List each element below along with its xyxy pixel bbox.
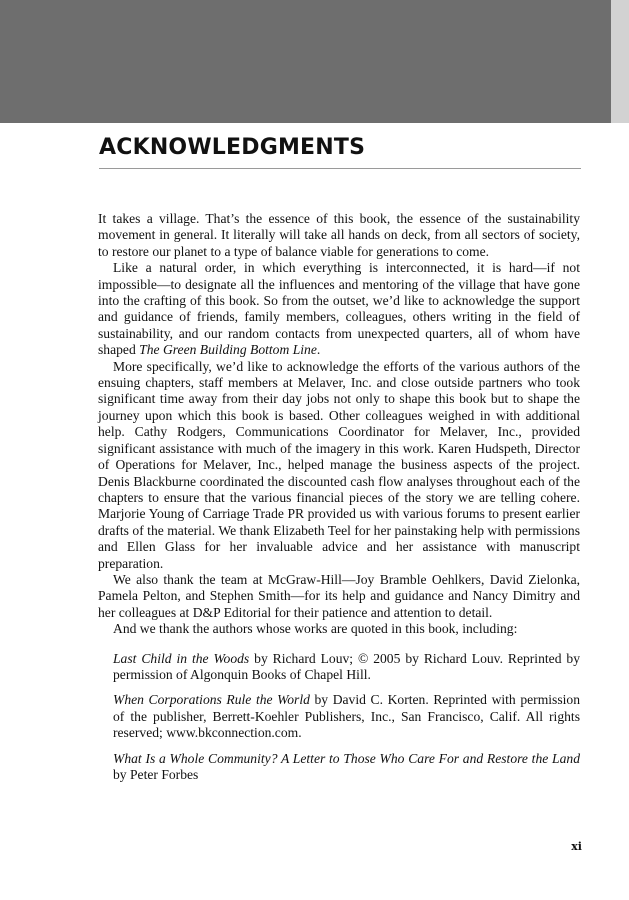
quoted-work-credit: by Peter Forbes [113, 767, 199, 782]
book-title: The Green Building Bottom Line [139, 342, 317, 358]
quoted-works-list [98, 651, 580, 784]
paragraph-3: More specifically, we’d like to acknowledge the efforts of the various authors of the ensuing chapters, staff members at Melaver, Inc. and close outside partners who took significant time away from their day jobs not only to shape this book but to shape the journey upon which this book is based. Other colleagues weighed in with additional help. Cathy Rodgers, Communications Coordinator for Melaver, Inc., provided significant assistance with much of the imagery in this work. Karen Hudspeth, Director of Operations for Melaver, Inc., helped manage the business aspects of the project. Denis Blackburne coordinated the discounted cash flow analyses throughout each of the chapters to ensure that the various financial pieces of the story we are telling cohere. Marjorie Young of Carriage Trade PR provided us with various forums to present earlier drafts of the material. We thank Elizabeth Teel for her painstaking help with permissions and Ellen Glass for her invaluable advice and her assistance with manuscript preparation. [98, 358, 580, 571]
page-number: xi [571, 840, 582, 853]
page-edge-strip [611, 0, 629, 123]
quoted-work-credit: by David C. Korten. Reprinted with permission of the publisher, Berrett-Koehler Publishers, Inc., San Francisco, Calif. All rights reserved; www.bkconnection.com. [113, 692, 580, 741]
quoted-work [113, 692, 580, 741]
quoted-work-title: When Corporations Rule the World [113, 692, 310, 708]
paragraph-1: It takes a village. That’s the essence of this book, the essence of the sustainability movement in general. It literally will take all hands on deck, from all sectors of society, to restore our planet to a type of balance viable for generations to come. [98, 211, 580, 259]
paragraph-2-text: Like a natural order, in which everything is interconnected, it is hard—if not impossible—to designate all the influences and mentoring of the village that have gone into the crafting of this book. So from the outset, we’d like to acknowledge the support and guidance of friends, family members, colleagues, others writing in the field of sustainability, and our random contacts from unexpected quarters, all of whom have shaped [98, 260, 580, 358]
quoted-work [113, 651, 580, 684]
paragraph-2 [98, 260, 580, 358]
quoted-work-title: What Is a Whole Community? A Letter to Those Who Care For and Restore the Land [113, 750, 580, 766]
chapter-title: ACKNOWLEDGMENTS [99, 135, 366, 160]
paragraph-4: We also thank the team at McGraw-Hill—Joy Bramble Oehlkers, David Zielonka, Pamela Pelton, and Stephen Smith—for its help and guidance and Nancy Dimitry and her colleagues at D&P Editorial for their patience and attention to detail. [98, 571, 580, 620]
quoted-work [113, 751, 580, 784]
quoted-work-title: Last Child in the Woods [113, 650, 250, 666]
body-text [98, 211, 580, 792]
header-band [0, 0, 611, 123]
paragraph-2-end: . [316, 342, 321, 358]
quoted-work-credit: by Richard Louv; © 2005 by Richard Louv. Reprinted by permission of Algonquin Books of Chapel Hill. [113, 650, 580, 682]
title-rule [99, 168, 581, 169]
paragraph-5: And we thank the authors whose works are quoted in this book, including: [113, 621, 518, 637]
